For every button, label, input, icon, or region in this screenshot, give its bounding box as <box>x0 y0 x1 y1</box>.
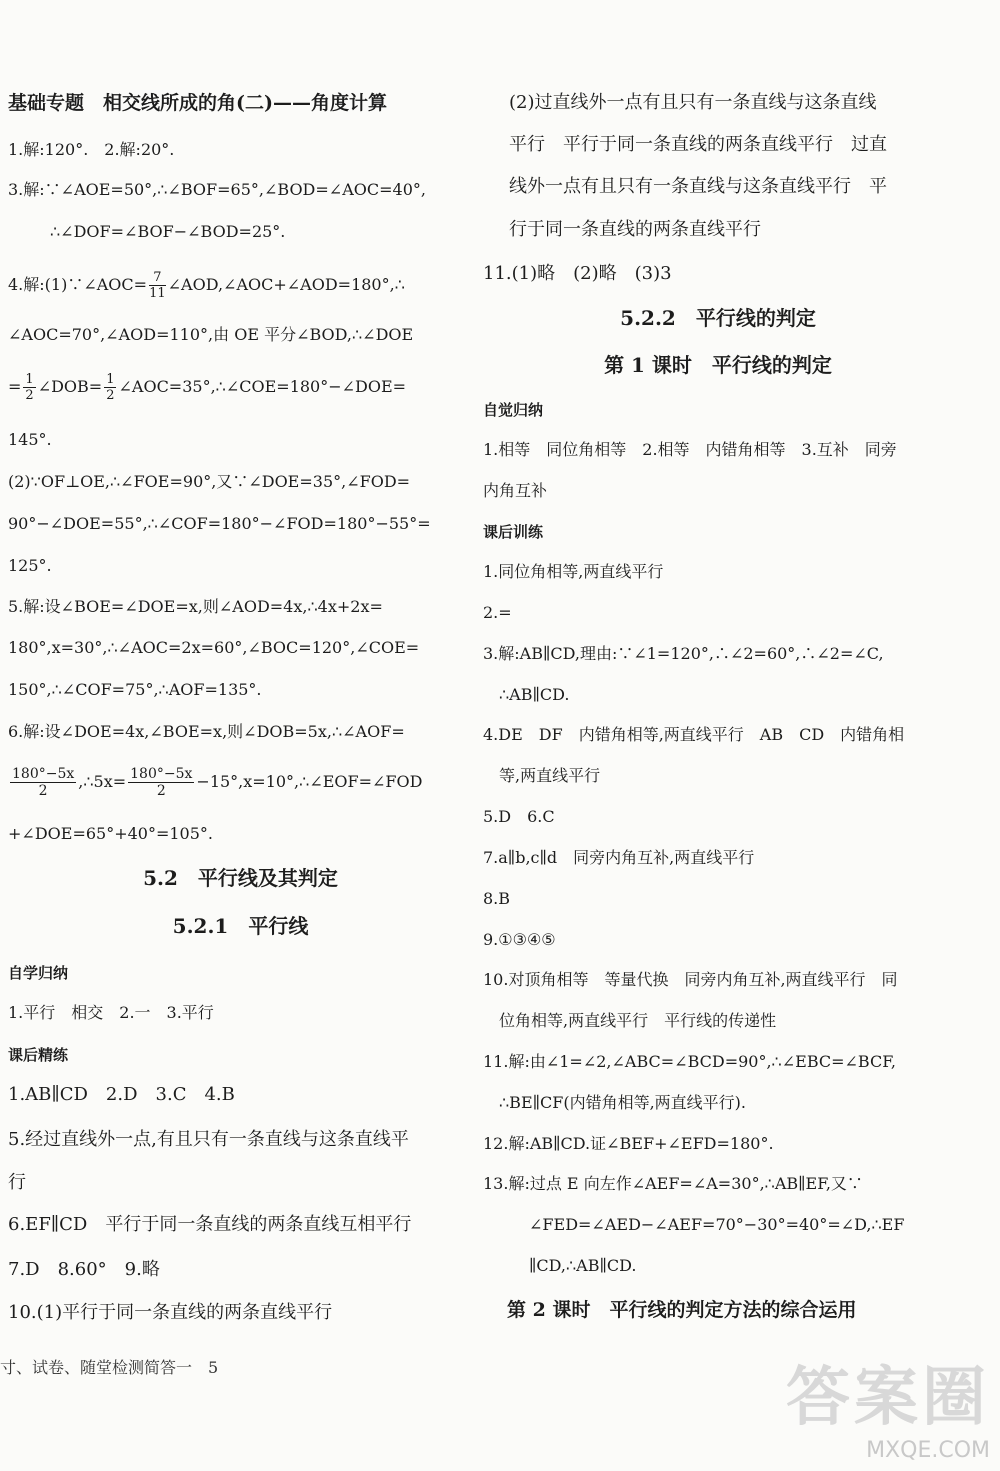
self-summary-heading: 自觉归纳 <box>483 401 544 419</box>
answer-4-line1-pre: 4.解:(1)∵∠AOC= <box>8 275 148 294</box>
fraction-denominator: 2 <box>156 783 166 799</box>
fraction-numerator: 1 <box>106 372 115 387</box>
fraction-numerator: 1 <box>25 372 34 387</box>
practice-6: 6.EF∥CD 平行于同一条直线的两条直线互相平行 <box>8 1214 412 1235</box>
fraction-1-2-b <box>104 372 116 403</box>
r-line1: (2)过直线外一点有且只有一条直线与这条直线 <box>509 92 877 113</box>
answer-6-line2 <box>8 766 422 799</box>
answer-4-line3-pre: = <box>8 377 22 396</box>
r-line3: 线外一点有且只有一条直线与这条直线平行 平 <box>509 176 887 197</box>
fraction-denominator: 2 <box>25 388 34 403</box>
answer-5-line1: 5.解:设∠BOE=∠DOE=x,则∠AOD=4x,∴4x+2x= <box>8 597 383 616</box>
t-11-line1: 11.解:由∠1=∠2,∠ABC=∠BCD=90°,∴∠EBC=∠BCF, <box>483 1052 896 1071</box>
fraction-180-5x-b <box>128 766 194 799</box>
answer-6-line2-post: −15°,x=10°,∴∠EOF=∠FOD <box>196 772 423 791</box>
answer-4-line2: ∠AOC=70°,∠AOD=110°,由 OE 平分∠BOD,∴∠DOE <box>8 325 414 344</box>
fraction-denominator: 2 <box>38 783 48 799</box>
watermark-url: MXQE.COM <box>866 1438 990 1463</box>
t-3-line1: 3.解:AB∥CD,理由:∵∠1=120°,∴∠2=60°,∴∠2=∠C, <box>483 644 884 663</box>
section-5-2-1-heading: 5.2.1 平行线 <box>172 914 309 938</box>
t-5-6: 5.D 6.C <box>483 807 555 826</box>
section-5-2-2-heading: 5.2.2 平行线的判定 <box>620 306 816 330</box>
t-8: 8.B <box>483 889 511 908</box>
t-13-line1: 13.解:过点 E 向左作∠AEF=∠A=30°,∴AB∥EF,又∵ <box>483 1174 863 1193</box>
answer-4-part2-line1: (2)∵OF⊥OE,∴∠FOE=90°,又∵∠DOE=35°,∠FOD= <box>8 472 411 491</box>
lesson-2-heading: 第 2 课时 平行线的判定方法的综合运用 <box>507 1299 857 1321</box>
answer-3-line1: 3.解:∵∠AOE=50°,∴∠BOF=65°,∠BOD=∠AOC=40°, <box>8 180 426 199</box>
after-class-heading: 课后训练 <box>483 523 544 541</box>
answer-4-line3-post: ∠AOC=35°,∴∠COE=180°−∠DOE= <box>118 377 407 396</box>
answer-4-line1 <box>8 270 405 301</box>
answer-5-line3: 150°,∴∠COF=75°,∴AOF=135°. <box>8 680 262 699</box>
answer-4-line1-post: ∠AOD,∠AOC+∠AOD=180°,∴ <box>167 275 405 294</box>
t-3-line2: ∴AB∥CD. <box>499 685 570 704</box>
fraction-numerator: 180°−5x <box>130 766 193 782</box>
answer-3-line2: ∴∠DOF=∠BOF−∠BOD=25°. <box>50 222 286 241</box>
practice-1-4: 1.AB∥CD 2.D 3.C 4.B <box>8 1084 235 1105</box>
watermark-logo-text: 答案圈 <box>786 1361 990 1435</box>
r-line5: 11.(1)略 (2)略 (3)3 <box>483 263 672 284</box>
fraction-denominator: 11 <box>149 286 166 301</box>
page-footer: 寸、试卷、随堂检测简答一 5 <box>0 1358 219 1377</box>
summary-line2: 内角互补 <box>483 481 548 500</box>
t-10-line1: 10.对顶角相等 等量代换 同旁内角互补,两直线平行 同 <box>483 970 898 989</box>
lesson-1-heading: 第 1 课时 平行线的判定 <box>604 353 832 377</box>
answer-5-line2: 180°,x=30°,∴∠AOC=2x=60°,∠BOC=120°,∠COE= <box>8 638 420 657</box>
fraction-denominator: 2 <box>106 388 115 403</box>
answer-4-part2-line3: 125°. <box>8 556 52 575</box>
fraction-1-2-a <box>23 372 35 403</box>
r-line2: 平行 平行于同一条直线的两条直线平行 过直 <box>509 134 887 155</box>
t-9: 9.①③④⑤ <box>483 930 556 949</box>
section-5-2-heading: 5.2 平行线及其判定 <box>143 866 338 890</box>
answer-4-line3 <box>8 372 406 403</box>
self-study-heading: 自学归纳 <box>8 964 69 982</box>
r-line4: 行于同一条直线的两条直线平行 <box>509 219 761 240</box>
fraction-numerator: 7 <box>149 270 166 286</box>
answer-1-2: 1.解:120°. 2.解:20°. <box>8 140 175 159</box>
fraction-7-11 <box>149 270 166 301</box>
answer-6-line3: +∠DOE=65°+40°=105°. <box>8 824 213 843</box>
answer-6-line1: 6.解:设∠DOE=4x,∠BOE=x,则∠DOB=5x,∴∠AOF= <box>8 722 405 741</box>
t-10-line2: 位角相等,两直线平行 平行线的传递性 <box>499 1011 777 1030</box>
practice-10: 10.(1)平行于同一条直线的两条直线平行 <box>8 1302 333 1323</box>
answer-6-line2-mid: ,∴5x= <box>78 772 127 791</box>
section-title: 基础专题 相交线所成的角(二)——角度计算 <box>8 92 387 114</box>
practice-5-line2: 行 <box>8 1172 26 1193</box>
t-13-line2: ∠FED=∠AED−∠AEF=70°−30°=40°=∠D,∴EF <box>529 1215 905 1234</box>
answer-4-line4: 145°. <box>8 430 52 449</box>
t-7: 7.a∥b,c∥d 同旁内角互补,两直线平行 <box>483 848 755 867</box>
fraction-numerator: 180°−5x <box>12 766 75 782</box>
t-13-line3: ∥CD,∴AB∥CD. <box>529 1256 637 1275</box>
t-12: 12.解:AB∥CD.证∠BEF+∠EFD=180°. <box>483 1134 774 1153</box>
practice-7-9: 7.D 8.60° 9.略 <box>8 1259 160 1280</box>
watermark <box>786 1346 990 1463</box>
self-study-answers: 1.平行 相交 2.一 3.平行 <box>8 1003 214 1022</box>
t-4-line1: 4.DE DF 内错角相等,两直线平行 AB CD 内错角相 <box>483 725 905 744</box>
t-2: 2.= <box>483 603 512 622</box>
t-1: 1.同位角相等,两直线平行 <box>483 562 664 581</box>
t-11-line2: ∴BE∥CF(内错角相等,两直线平行). <box>499 1093 747 1112</box>
answer-4-part2-line2: 90°−∠DOE=55°,∴∠COF=180°−∠FOD=180°−55°= <box>8 514 431 533</box>
practice-5-line1: 5.经过直线外一点,有且只有一条直线与这条直线平 <box>8 1129 409 1150</box>
t-4-line2: 等,两直线平行 <box>499 766 601 785</box>
summary-line1: 1.相等 同位角相等 2.相等 内错角相等 3.互补 同旁 <box>483 440 897 459</box>
fraction-180-5x-a <box>10 766 76 799</box>
practice-heading: 课后精练 <box>8 1046 69 1064</box>
answer-4-line3-mid: ∠DOB= <box>37 377 103 396</box>
